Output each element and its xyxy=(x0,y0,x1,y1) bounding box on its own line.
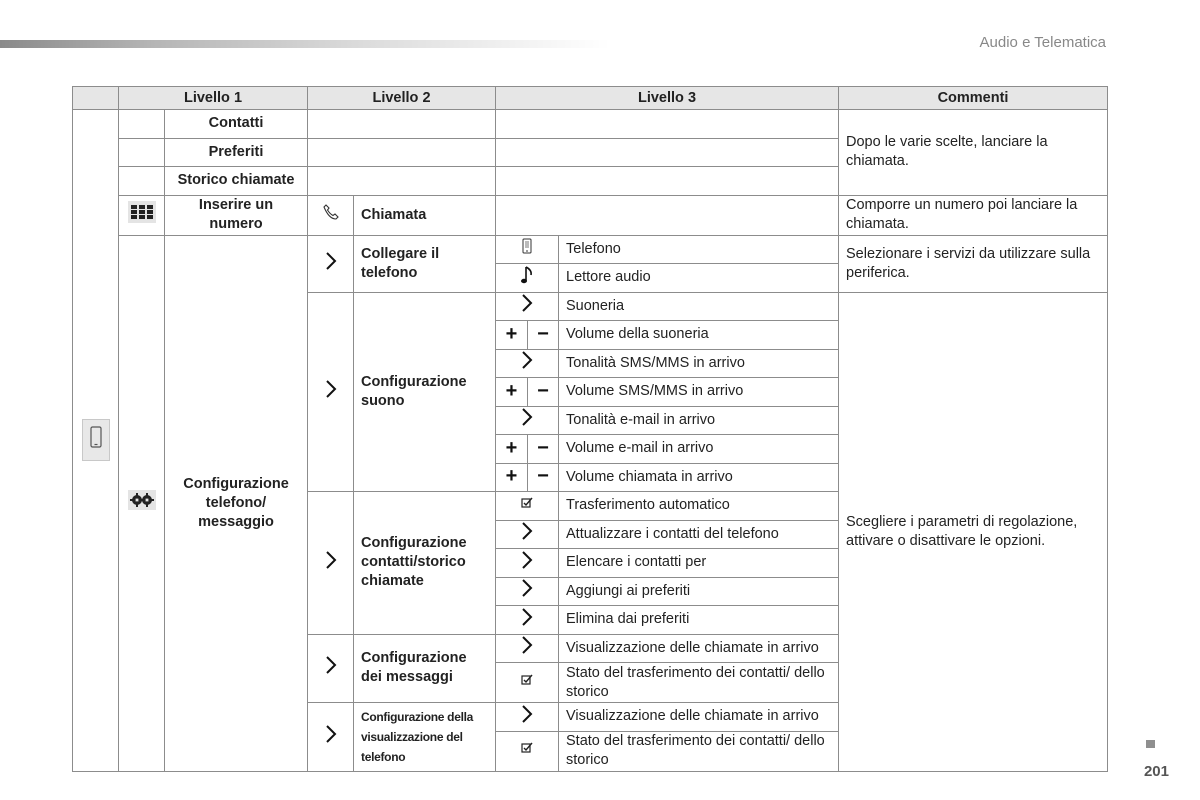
l3-empty xyxy=(496,195,839,235)
chevron-cell xyxy=(308,492,354,635)
keypad-icon-cell xyxy=(119,195,165,235)
l3-attualizzare[interactable]: Attualizzare i contatti del telefono xyxy=(559,520,839,549)
l1-contatti[interactable]: Contatti xyxy=(165,110,308,139)
keypad-icon xyxy=(128,201,156,229)
chevron-right-icon xyxy=(325,550,337,576)
music-icon-cell xyxy=(496,264,559,293)
l3-empty xyxy=(496,167,839,196)
chevron-right-icon xyxy=(521,521,533,547)
l1-storico[interactable]: Storico chiamate xyxy=(165,167,308,196)
l3-volume-email[interactable]: Volume e-mail in arrivo xyxy=(559,435,839,464)
l3-aggiungi[interactable]: Aggiungi ai preferiti xyxy=(559,577,839,606)
chevron-cell xyxy=(496,549,559,578)
minus-cell xyxy=(528,321,559,350)
l1-configurazione-telefono[interactable]: Configurazione telefono/ messaggio xyxy=(165,235,308,771)
chevron-cell xyxy=(496,520,559,549)
blank-icon-cell xyxy=(119,138,165,167)
plus-cell xyxy=(496,463,528,492)
header-livello-1: Livello 1 xyxy=(119,87,308,110)
checkbox-icon[interactable] xyxy=(521,741,533,760)
comment-2: Comporre un numero poi lanciare la chiamata. xyxy=(839,195,1108,235)
chevron-right-icon xyxy=(521,635,533,661)
chevron-cell xyxy=(496,292,559,321)
comment-4: Scegliere i parametri di regolazione, attivare o disattivare le opzioni. xyxy=(839,292,1108,771)
chevron-cell xyxy=(496,634,559,663)
chevron-cell xyxy=(496,577,559,606)
chevron-right-icon xyxy=(521,350,533,376)
checkbox-cell xyxy=(496,731,559,771)
handset-icon xyxy=(321,202,341,228)
page-number: 201 xyxy=(1143,763,1169,780)
l3-telefono[interactable]: Telefono xyxy=(559,235,839,264)
plus-icon[interactable]: + xyxy=(505,379,518,402)
plus-cell xyxy=(496,321,528,350)
chevron-cell xyxy=(496,606,559,635)
blank-icon-cell xyxy=(119,110,165,139)
l1-inserire-numero[interactable]: Inserire un numero xyxy=(165,195,308,235)
l2-empty xyxy=(308,167,496,196)
l3-volume-chiamata[interactable]: Volume chiamata in arrivo xyxy=(559,463,839,492)
l1-preferiti[interactable]: Preferiti xyxy=(165,138,308,167)
minus-icon[interactable]: − xyxy=(537,436,549,459)
music-note-icon xyxy=(520,265,534,291)
chevron-right-icon xyxy=(325,655,337,681)
header-livello-2: Livello 2 xyxy=(308,87,496,110)
chevron-cell xyxy=(308,634,354,703)
phone-device-icon xyxy=(82,419,110,461)
decorative-header-bar xyxy=(0,40,610,48)
gears-icon xyxy=(128,490,156,516)
l2-configurazione-suono[interactable]: Configurazione suono xyxy=(354,292,496,492)
mobile-icon-cell xyxy=(496,235,559,264)
l2-configurazione-visualizzazione[interactable]: Configurazione della visualizzazione del telefono xyxy=(354,703,496,772)
chevron-right-icon xyxy=(521,293,533,319)
section-title: Audio e Telematica xyxy=(979,34,1106,51)
chevron-right-icon xyxy=(325,379,337,405)
l2-empty xyxy=(308,138,496,167)
checkbox-cell xyxy=(496,663,559,703)
l3-visualizzazione-2[interactable]: Visualizzazione delle chiamate in arrivo xyxy=(559,703,839,732)
phone-section-cell xyxy=(73,110,119,772)
plus-icon[interactable]: + xyxy=(505,322,518,345)
l2-empty xyxy=(308,110,496,139)
l3-stato-2[interactable]: Stato del trasferimento dei contatti/ dello storico xyxy=(559,731,839,771)
blank-icon-cell xyxy=(119,167,165,196)
chevron-right-icon xyxy=(521,578,533,604)
table-row xyxy=(73,235,1108,264)
chevron-cell xyxy=(308,703,354,772)
header-commenti: Commenti xyxy=(839,87,1108,110)
mobile-icon xyxy=(521,238,533,260)
chevron-cell xyxy=(496,349,559,378)
minus-icon[interactable]: − xyxy=(537,322,549,345)
l3-tonalita-email[interactable]: Tonalità e-mail in arrivo xyxy=(559,406,839,435)
comment-1: Dopo le varie scelte, lanciare la chiamata. xyxy=(839,110,1108,196)
l3-suoneria[interactable]: Suoneria xyxy=(559,292,839,321)
table-header-row xyxy=(73,87,1108,110)
handset-icon-cell xyxy=(308,195,354,235)
chevron-right-icon xyxy=(521,607,533,633)
l3-volume-suoneria[interactable]: Volume della suoneria xyxy=(559,321,839,350)
plus-cell xyxy=(496,435,528,464)
minus-cell xyxy=(528,435,559,464)
l3-visualizzazione-1[interactable]: Visualizzazione delle chiamate in arrivo xyxy=(559,634,839,663)
chevron-cell xyxy=(496,703,559,732)
l3-empty xyxy=(496,110,839,139)
minus-cell xyxy=(528,378,559,407)
chevron-right-icon xyxy=(325,251,337,277)
minus-icon[interactable]: − xyxy=(537,465,549,488)
chevron-right-icon xyxy=(521,704,533,730)
chevron-right-icon xyxy=(325,724,337,750)
chevron-cell xyxy=(308,292,354,492)
table-row xyxy=(73,195,1108,235)
l2-configurazione-contatti[interactable]: Configurazione contatti/storico chiamate xyxy=(354,492,496,635)
page-marker xyxy=(1146,740,1155,748)
l3-volume-sms[interactable]: Volume SMS/MMS in arrivo xyxy=(559,378,839,407)
header-livello-3: Livello 3 xyxy=(496,87,839,110)
l3-lettore-audio[interactable]: Lettore audio xyxy=(559,264,839,293)
comment-3: Selezionare i servizi da utilizzare sulla periferica. xyxy=(839,235,1108,292)
l2-collegare-telefono[interactable]: Collegare il telefono xyxy=(354,235,496,292)
menu-table xyxy=(72,86,1108,772)
chevron-right-icon xyxy=(521,550,533,576)
l3-trasferimento[interactable]: Trasferimento automatico xyxy=(559,492,839,521)
checkbox-cell xyxy=(496,492,559,521)
l2-chiamata[interactable]: Chiamata xyxy=(354,195,496,235)
table-row xyxy=(73,110,1108,139)
l3-elimina[interactable]: Elimina dai preferiti xyxy=(559,606,839,635)
l3-empty xyxy=(496,138,839,167)
l3-tonalita-sms[interactable]: Tonalità SMS/MMS in arrivo xyxy=(559,349,839,378)
checkbox-icon[interactable] xyxy=(521,673,533,692)
chevron-cell xyxy=(308,235,354,292)
l2-configurazione-messaggi[interactable]: Configurazione dei messaggi xyxy=(354,634,496,703)
plus-cell xyxy=(496,378,528,407)
chevron-right-icon xyxy=(521,407,533,433)
plus-icon[interactable]: + xyxy=(505,465,518,488)
l3-stato-1[interactable]: Stato del trasferimento dei contatti/ dello storico xyxy=(559,663,839,703)
plus-icon[interactable]: + xyxy=(505,436,518,459)
header-blank xyxy=(73,87,119,110)
minus-cell xyxy=(528,463,559,492)
checkbox-icon[interactable] xyxy=(521,496,533,515)
minus-icon[interactable]: − xyxy=(537,379,549,402)
gears-icon-cell xyxy=(119,235,165,771)
chevron-cell xyxy=(496,406,559,435)
l3-elencare[interactable]: Elencare i contatti per xyxy=(559,549,839,578)
